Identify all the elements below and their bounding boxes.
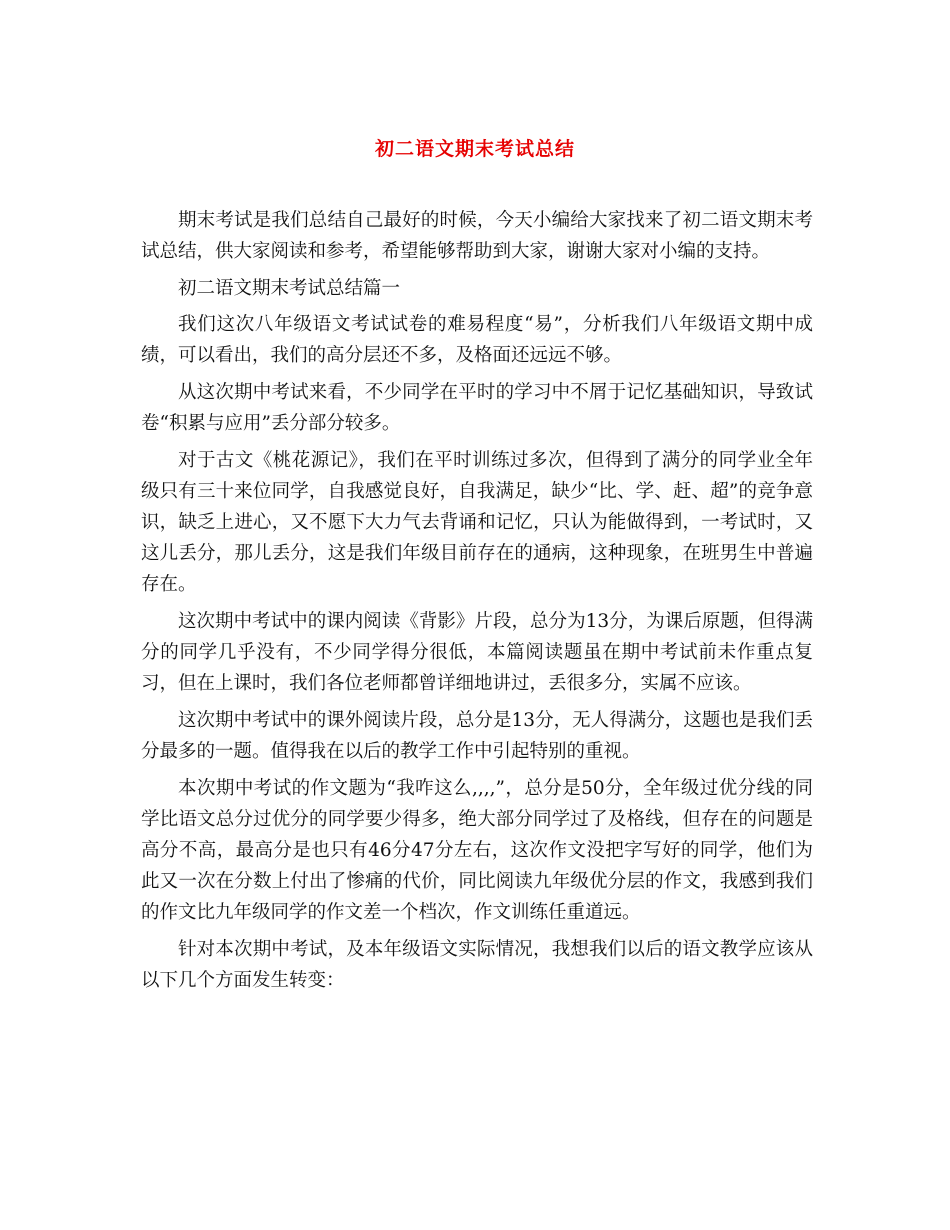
body-paragraph: 这次期中考试中的课内阅读《背影》片段，总分为13分，为课后原题，但得满分的同学几乎没有，不少同学得分很低，本篇阅读题虽在期中考试前未作重点复习，但在上课时，我们各位老师都曾详细地讲过，丢很多分，实属不应该。 xyxy=(141,611,813,694)
body-paragraph: 从这次期中考试来看，不少同学在平时的学习中不屑于记忆基础知识，导致试卷“积累与应用”丢分部分较多。 xyxy=(141,382,813,434)
body-paragraph: 我们这次八年级语文考试试卷的难易程度“易”，分析我们八年级语文期中成绩，可以看出，我们的高分层还不多，及格面还远远不够。 xyxy=(141,314,813,366)
document-title: 初二语文期末考试总结 xyxy=(374,138,575,160)
body-paragraph: 这次期中考试中的课外阅读片段，总分是13分，无人得满分，这题也是我们丢分最多的一题。值得我在以后的教学工作中引起特别的重视。 xyxy=(141,710,813,762)
body-paragraph: 对于古文《桃花源记》，我们在平时训练过多次，但得到了满分的同学业全年级只有三十来位同学，自我感觉良好，自我满足，缺少“比、学、赶、超”的竞争意识，缺乏上进心，又不愿下大力气去背诵和记忆，只认为能做得到，一考试时，又这儿丢分，那儿丢分，这是我们年级目前存在的通病，这种现象，在班男生中普遍存在。 xyxy=(141,450,813,595)
body-paragraph: 针对本次期中考试，及本年级语文实际情况，我想我们以后的语文教学应该从以下几个方面发生转变： xyxy=(141,939,813,991)
document-body xyxy=(141,205,813,1002)
body-paragraph: 本次期中考试的作文题为“我咋这么,,,,”，总分是50分，全年级过优分线的同学比语文总分过优分的同学要少得多，绝大部分同学过了及格线，但存在的问题是高分不高，最高分是也只有46分47分左右，这次作文没把字写好的同学，他们为此又一次在分数上付出了惨痛的代价，同比阅读九年级优分层的作文，我感到我们的作文比九年级同学的作文差一个档次，作文训练任重道远。 xyxy=(141,778,813,923)
section-heading: 初二语文期末考试总结篇一 xyxy=(178,278,401,299)
intro-paragraph: 期末考试是我们总结自己最好的时候，今天小编给大家找来了初二语文期末考试总结，供大家阅读和参考，希望能够帮助到大家，谢谢大家对小编的支持。 xyxy=(141,210,813,262)
